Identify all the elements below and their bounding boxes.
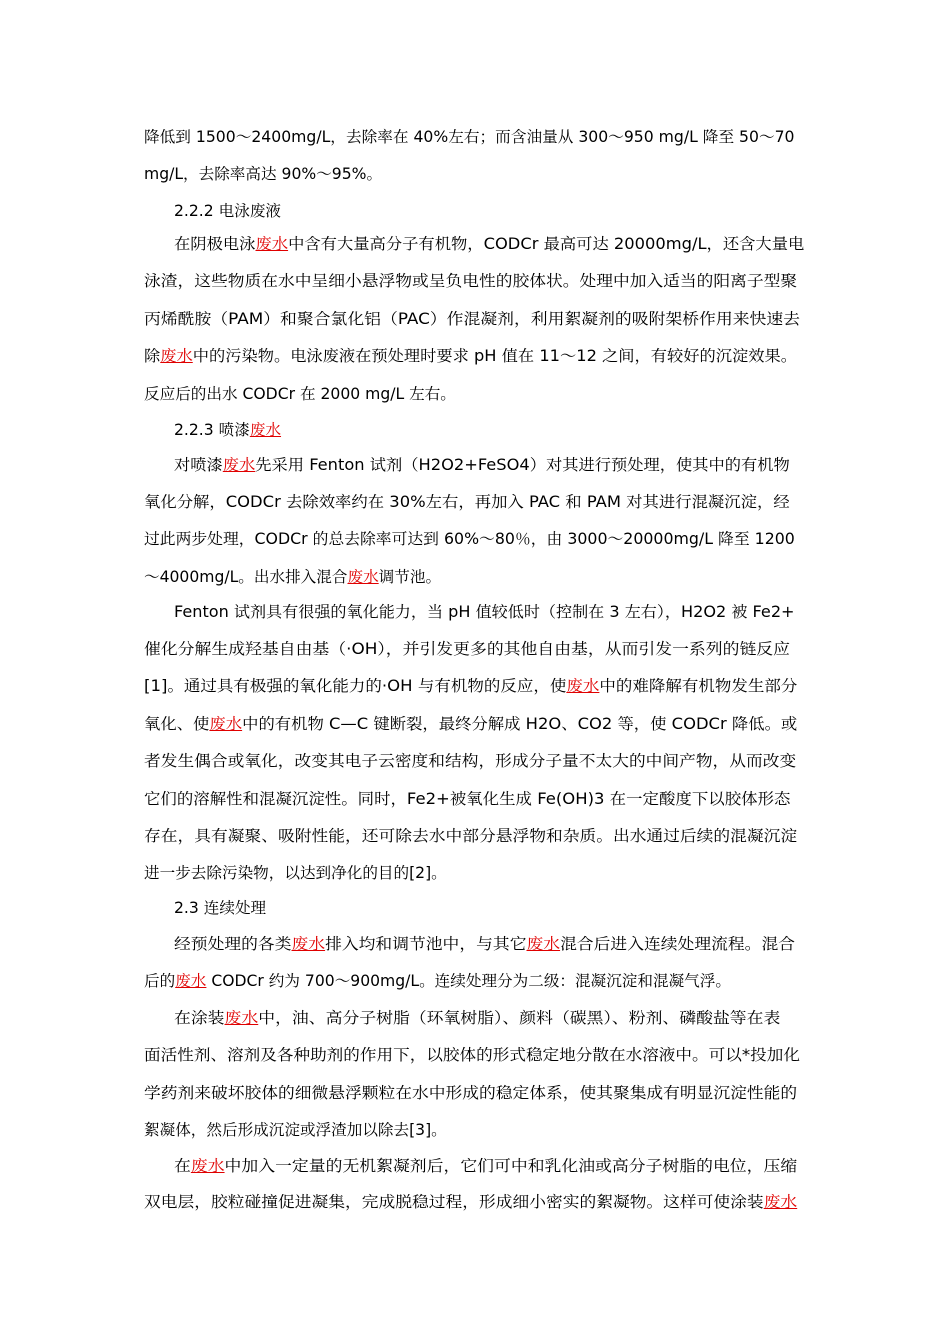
text-run: 对喷漆: [174, 456, 223, 474]
text-run: 氧化、使: [144, 715, 210, 733]
text-line: [144, 675, 797, 697]
text-line: [144, 308, 800, 330]
text-run: 经预处理的各类: [174, 935, 292, 953]
text-run: 进一步去除污染物，以达到净化的目的[2]。: [144, 864, 447, 882]
text-line: [174, 233, 804, 255]
keyword-link[interactable]: 废水: [249, 421, 282, 439]
text-line: [144, 163, 382, 185]
keyword-link[interactable]: 废水: [209, 715, 243, 733]
keyword-link[interactable]: 废水: [255, 235, 289, 253]
text-run: 过此两步处理，CODCr 的总去除率可达到 60%～80％，由 3000～20000mg/L 降至 1200: [144, 530, 795, 548]
keyword-link[interactable]: 废水: [175, 972, 207, 990]
text-run: 中含有大量高分子有机物，CODCr 最高可达 20000mg/L，还含大量电: [288, 235, 805, 253]
keyword-link[interactable]: 废水: [224, 1009, 259, 1027]
text-line: [144, 383, 456, 405]
text-run: 双电层，胶粒碰撞促进凝集，完成脱稳过程，形成细小密实的絮凝物。这样可使涂装: [144, 1193, 764, 1211]
text-line: [144, 788, 790, 810]
keyword-link[interactable]: 废水: [347, 568, 379, 586]
keyword-link[interactable]: 废水: [160, 347, 193, 365]
text-line: [144, 750, 796, 772]
text-run: 者发生偶合或氧化，改变其电子云密度和结构，形成分子量不太大的中间产物，从而改变: [144, 752, 797, 770]
keyword-link[interactable]: 废水: [222, 456, 256, 474]
text-run: 混合后进入连续处理流程。混合: [560, 935, 796, 953]
text-line: [144, 528, 795, 550]
keyword-link[interactable]: 废水: [566, 677, 600, 695]
text-line: [144, 1044, 800, 1066]
text-line: [174, 419, 281, 441]
text-run: 2.2.3 喷漆: [174, 421, 250, 439]
text-line: [174, 1155, 797, 1177]
text-run: 降低到 1500～2400mg/L，去除率在 40%左右；而含油量从 300～950 mg/L 降至 50～70: [144, 128, 795, 146]
text-run: 催化分解生成羟基自由基（·OH），并引发更多的其他自由基，从而引发一系列的链反应: [144, 640, 790, 658]
text-line: [144, 825, 797, 847]
text-run: 丙烯酰胺（PAM）和聚合氯化铝（PAC）作混凝剂，利用絮凝剂的吸附架桥作用来快速去: [144, 310, 801, 328]
text-run: 先采用 Fenton 试剂（H2O2+FeSO4）对其进行预处理，使其中的有机物: [255, 456, 790, 474]
text-run: 除: [144, 347, 161, 365]
text-line: [174, 454, 790, 476]
text-run: 2.3 连续处理: [174, 899, 267, 917]
text-run: 中的污染物。电泳废液在预处理时要求 pH 值在 11～12 之间，有较好的沉淀效果。: [192, 347, 797, 365]
text-run: 中的难降解有机物发生部分: [599, 677, 798, 695]
text-run: 絮凝体，然后形成沉淀或浮渣加以除去[3]。: [144, 1121, 447, 1139]
text-line: [144, 1082, 797, 1104]
text-run: 中加入一定量的无机絮凝剂后，它们可中和乳化油或高分子树脂的电位，压缩: [224, 1157, 798, 1175]
text-run: 后的: [144, 972, 176, 990]
keyword-link[interactable]: 废水: [190, 1157, 225, 1175]
keyword-link[interactable]: 废水: [291, 935, 326, 953]
text-line: [174, 1007, 780, 1029]
text-run: [1]。通过具有极强的氧化能力的·OH 与有机物的反应，使: [144, 677, 567, 695]
text-line: [174, 601, 795, 623]
text-line: [144, 970, 731, 992]
text-run: Fenton 试剂具有很强的氧化能力，当 pH 值较低时（控制在 3 左右），H2O2 被 Fe2+: [174, 603, 795, 621]
text-run: 学药剂来破坏胶体的细微悬浮颗粒在水中形成的稳定体系，使其聚集成有明显沉淀性能的: [144, 1084, 798, 1102]
text-line: [174, 897, 266, 919]
text-run: 中的有机物 C—C 键断裂，最终分解成 H2O、CO2 等，使 CODCr 降低。或: [242, 715, 798, 733]
text-line: [144, 638, 790, 660]
text-line: [144, 126, 795, 148]
text-run: ～4000mg/L。出水排入混合: [144, 568, 348, 586]
text-run: 在涂装: [174, 1009, 225, 1027]
text-line: [144, 345, 797, 367]
text-run: 2.2.2 电泳废液: [174, 202, 282, 220]
text-line: [144, 1119, 447, 1141]
text-run: 存在，具有凝聚、吸附性能，还可除去水中部分悬浮物和杂质。出水通过后续的混凝沉淀: [144, 827, 798, 845]
text-run: mg/L，去除率高达 90%～95%。: [144, 165, 383, 183]
text-run: 面活性剂、溶剂及各种助剂的作用下，以胶体的形式稳定地分散在水溶液中。可以*投加化: [144, 1046, 800, 1064]
text-run: 在阴极电泳: [174, 235, 256, 253]
text-run: 在: [174, 1157, 191, 1175]
text-line: [144, 491, 790, 513]
text-run: 反应后的出水 CODCr 在 2000 mg/L 左右。: [144, 385, 456, 403]
text-run: 它们的溶解性和混凝沉淀性。同时，Fe2+被氧化生成 Fe(OH)3 在一定酸度下以胶体形态: [144, 790, 791, 808]
text-line: [144, 1191, 797, 1213]
text-line: [144, 270, 797, 292]
text-line: [144, 713, 797, 735]
keyword-link[interactable]: 废水: [763, 1193, 798, 1211]
text-line: [174, 200, 281, 222]
text-run: CODCr 约为 700～900mg/L。连续处理分为二级：混凝沉淀和混凝气浮。: [206, 972, 731, 990]
text-line: [174, 933, 795, 955]
text-line: [144, 862, 447, 884]
text-run: 调节池。: [378, 568, 442, 586]
text-run: 泳渣，这些物质在水中呈细小悬浮物或呈负电性的胶体状。处理中加入适当的阳离子型聚: [144, 272, 798, 290]
keyword-link[interactable]: 废水: [526, 935, 561, 953]
text-run: 排入均和调节池中，与其它: [325, 935, 527, 953]
text-run: 中，油、高分子树脂（环氧树脂）、颜料（碳黑）、粉剂、磷酸盐等在表: [258, 1009, 781, 1027]
text-run: 氧化分解，CODCr 去除效率约在 30%左右，再加入 PAC 和 PAM 对其进行混凝沉淀，经: [144, 493, 790, 511]
text-line: [144, 566, 441, 588]
